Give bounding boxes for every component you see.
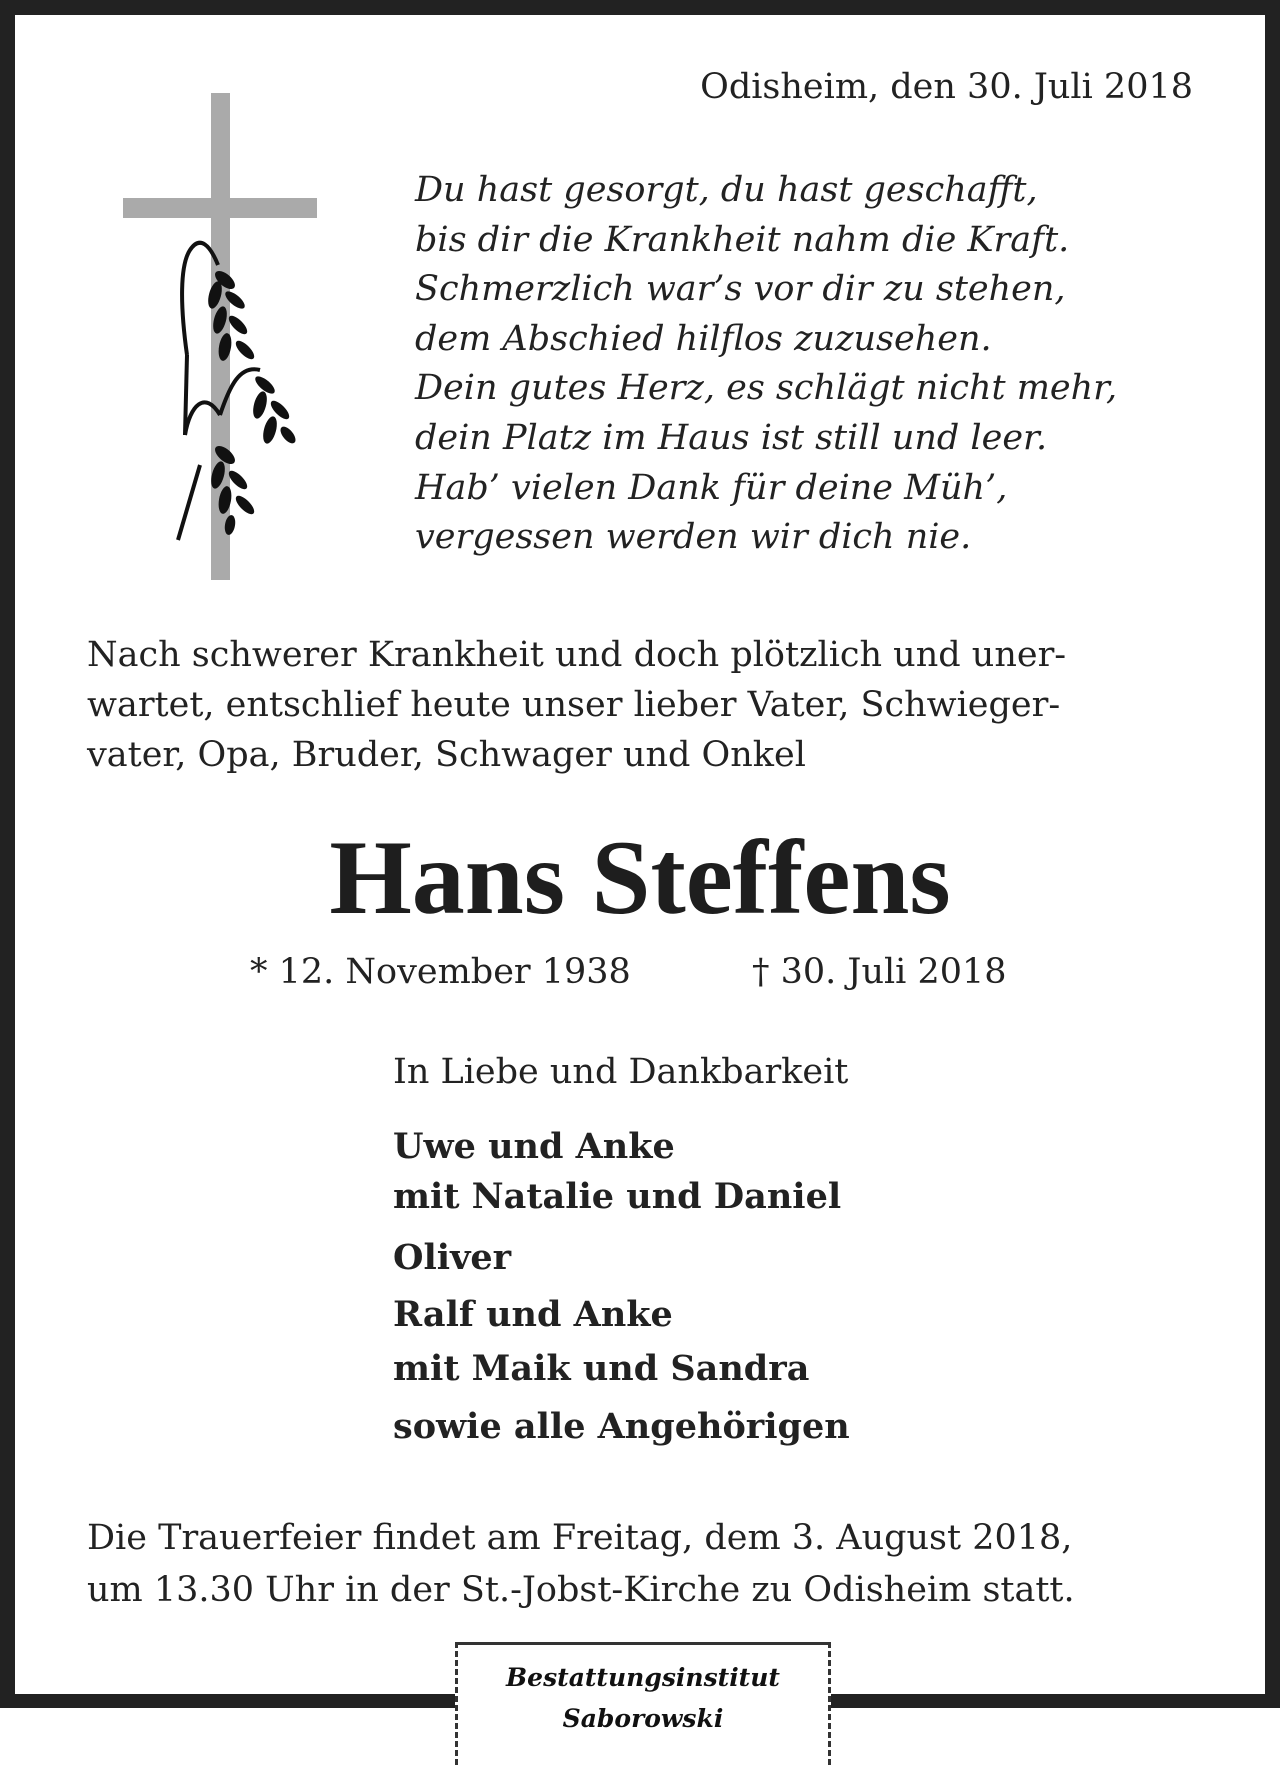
family-line: Uwe und Anke bbox=[393, 1126, 675, 1167]
family-line: Oliver bbox=[393, 1237, 512, 1278]
logo-line-2: Saborowski bbox=[562, 1704, 724, 1733]
poem-line: Schmerzlich war’s vor dir zu stehen, bbox=[415, 269, 1066, 310]
poem-line: Dein gutes Herz, es schlägt nicht mehr, bbox=[415, 368, 1118, 409]
deceased-name: Hans Steffens bbox=[329, 819, 951, 936]
logo-line-1: Bestattungsinstitut bbox=[506, 1663, 780, 1692]
family-line: mit Natalie und Daniel bbox=[393, 1176, 842, 1217]
family-line: mit Maik und Sandra bbox=[393, 1348, 810, 1389]
cross-with-wheat-icon bbox=[110, 85, 330, 585]
poem-line: Du hast gesorgt, du hast geschafft, bbox=[415, 170, 1038, 210]
intro-paragraph bbox=[87, 630, 1197, 780]
poem-line: dein Platz im Haus ist still und leer. bbox=[415, 417, 1048, 458]
poem-line: vergessen werden wir dich nie. bbox=[415, 517, 972, 558]
family-line: Ralf und Anke bbox=[393, 1294, 673, 1335]
poem-line: dem Abschied hilflos zuzusehen. bbox=[415, 318, 992, 359]
poem bbox=[415, 166, 1117, 563]
poem-line: bis dir die Krankheit nahm die Kraft. bbox=[415, 219, 1070, 260]
family-line: sowie alle Angehörigen bbox=[393, 1406, 850, 1447]
closing-phrase: In Liebe und Dankbarkeit bbox=[393, 1052, 849, 1092]
funeral-home-logo bbox=[455, 1642, 831, 1765]
service-line: um 13.30 Uhr in der St.-Jobst-Kirche zu Odisheim statt. bbox=[87, 1570, 1075, 1610]
poem-line: Hab’ vielen Dank für deine Müh’, bbox=[415, 467, 1008, 508]
service-info bbox=[87, 1512, 1075, 1616]
death-date: † 30. Juli 2018 bbox=[752, 952, 1007, 992]
intro-line: Nach schwerer Krankheit und doch plötzlich und uner- bbox=[87, 635, 1067, 675]
service-line: Die Trauerfeier findet am Freitag, dem 3. August 2018, bbox=[87, 1518, 1073, 1558]
birth-date: * 12. November 1938 bbox=[250, 952, 631, 992]
intro-line: wartet, entschlief heute unser lieber Vater, Schwieger- bbox=[87, 685, 1061, 725]
border-top bbox=[0, 0, 1280, 15]
place-date: Odisheim, den 30. Juli 2018 bbox=[700, 67, 1193, 107]
intro-line: vater, Opa, Bruder, Schwager und Onkel bbox=[87, 735, 806, 775]
